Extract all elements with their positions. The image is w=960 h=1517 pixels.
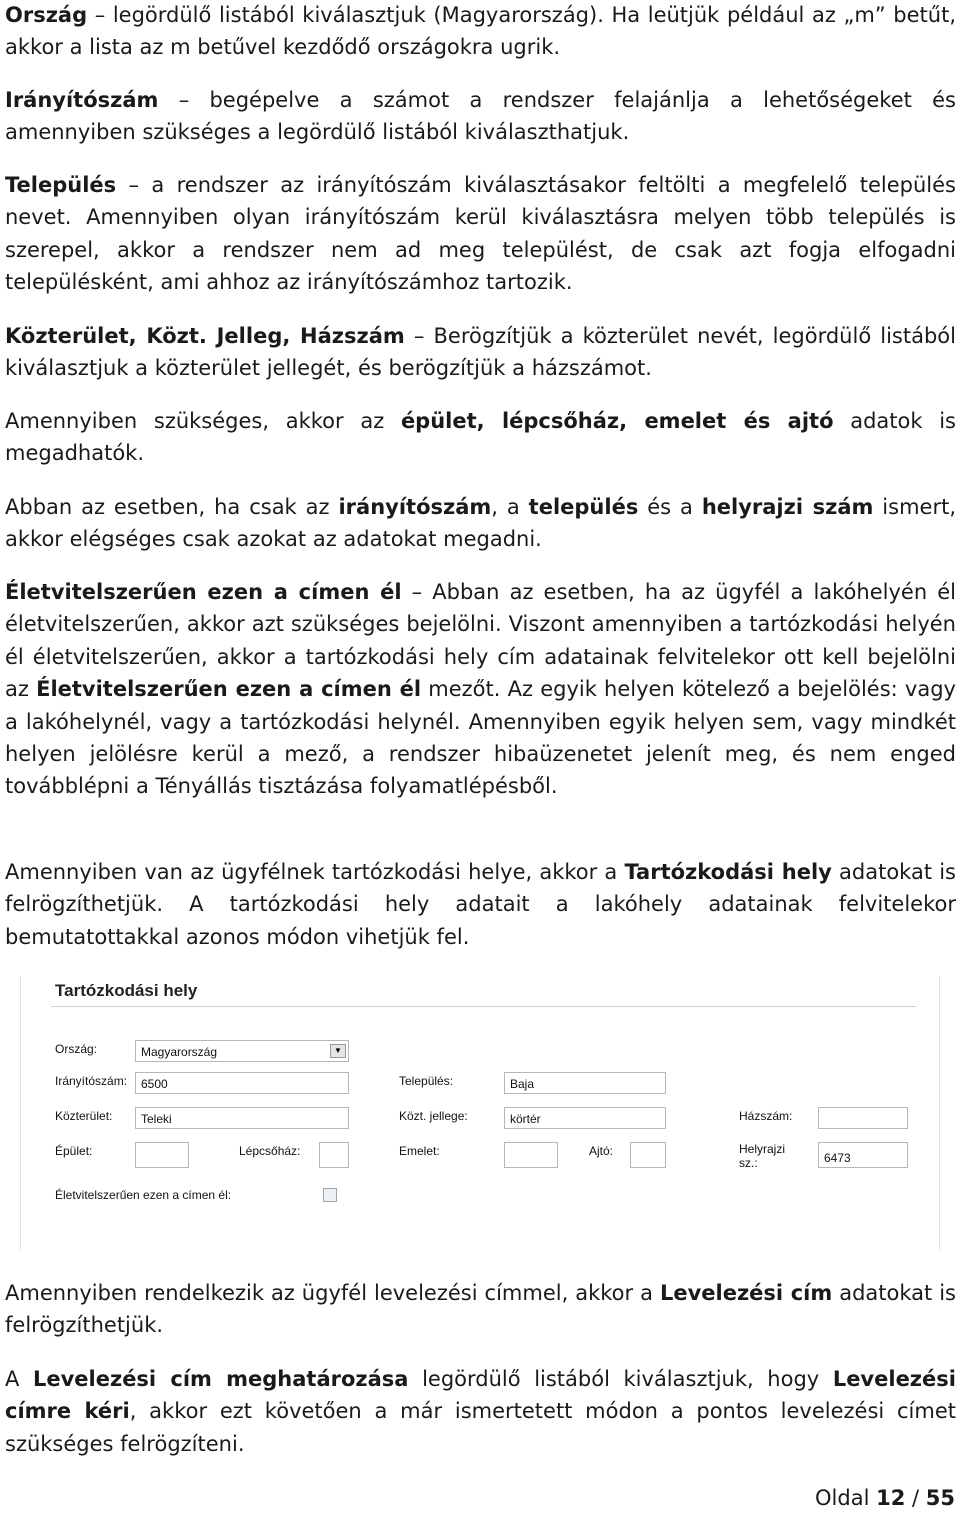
label-orszag: Ország:: [55, 1042, 98, 1056]
street-type-input[interactable]: körtér: [504, 1107, 666, 1129]
postal-code-input[interactable]: 6500: [135, 1072, 349, 1094]
label-helyrajzi-line2: sz.:: [739, 1156, 758, 1170]
building-input[interactable]: [135, 1142, 189, 1168]
paragraph-tartozkodasi: [5, 856, 956, 953]
label-kozt-jelleg: Közt. jellege:: [399, 1109, 468, 1123]
term-iranyitoszam: Irányítószám: [5, 88, 159, 112]
paragraph-kozterulet: [5, 320, 956, 385]
paragraph-text: , a: [491, 495, 529, 519]
paragraph-text: és a: [638, 495, 702, 519]
arrow-down-icon[interactable]: ▼: [330, 1044, 346, 1058]
term-levelezesi-meghatarozasa: Levelezési cím meghatározása: [32, 1367, 409, 1391]
form-title-divider: [51, 1006, 916, 1007]
label-lepcsohaz: Lépcsőház:: [239, 1144, 301, 1158]
term-levelezesi: Levelezési cím: [659, 1281, 833, 1305]
street-input[interactable]: Teleki: [135, 1107, 349, 1129]
paragraph-text: adatokat is felrögzíthetjük.: [5, 1281, 957, 1338]
paragraph-eletvitel: [5, 576, 956, 803]
paragraph-text: ismert, akkor elégséges csak azokat az adatokat megadni.: [5, 495, 957, 552]
label-helyrajzi: [739, 1142, 785, 1170]
paragraph-text: A: [5, 1367, 33, 1391]
paragraph-helyrajzi: [5, 491, 956, 556]
label-epulet: Épület:: [55, 1144, 93, 1158]
paragraph-text: adatok is megadhatók.: [5, 409, 956, 466]
term-levelezesi-cimre: Levelezési címre kéri: [5, 1367, 956, 1424]
page-number: [815, 1486, 955, 1510]
page-number-separator: /: [905, 1486, 926, 1510]
form-title: Tartózkodási hely: [55, 981, 198, 1000]
label-hazszam: Házszám:: [739, 1109, 793, 1123]
term-helyrajzi: helyrajzi szám: [701, 495, 874, 519]
paragraph-orszag: [5, 0, 956, 64]
label-emelet: Emelet:: [399, 1144, 440, 1158]
label-eletvitel: Életvitelszerűen ezen a címen él:: [55, 1188, 232, 1202]
label-telepules: Település:: [399, 1074, 454, 1088]
parcel-number-input[interactable]: 6473: [818, 1142, 908, 1168]
term-tartozkodasi: Tartózkodási hely: [624, 860, 832, 884]
paragraph-text: mezőt. Az egyik helyen kötelező a bejelölés: vagy a lakóhelynél, vagy a tartózkodási helynél. Amennyiben egyik helyen sem, vagy mindkét helyen jelölésre kerül a mező, a rendszer hibaüzenetet jelenít meg, és nem enged továbblépni a Tényállás tisztázása folyamatlépésből.: [5, 677, 956, 799]
lives-here-checkbox[interactable]: [323, 1188, 337, 1202]
paragraph-epulet: [5, 405, 956, 470]
page-number-current: 12: [876, 1486, 906, 1510]
paragraph-text: – Berögzítjük a közterület nevét, legördülő listából kiválasztjuk a közterület jellegét, és berögzítjük a házszámot.: [5, 324, 956, 381]
settlement-input[interactable]: Baja: [504, 1072, 666, 1094]
form-screenshot: [20, 976, 940, 1251]
label-ajto: Ajtó:: [589, 1144, 614, 1158]
page-number-total: 55: [925, 1486, 955, 1510]
staircase-input[interactable]: [319, 1142, 349, 1168]
term-iranyitoszam-2: irányítószám: [338, 495, 492, 519]
term-orszag: Ország: [5, 3, 88, 27]
label-iranyitoszam: Irányítószám:: [55, 1074, 128, 1088]
floor-input[interactable]: [504, 1142, 558, 1168]
paragraph-text: Abban az esetben, ha csak az: [5, 495, 339, 519]
country-select-value: Magyarország: [141, 1045, 218, 1059]
term-eletvitel-2: Életvitelszerűen ezen a címen él: [36, 677, 422, 702]
paragraph-text: , akkor ezt követően a már ismertetett módon a pontos levelezési címet szükséges felrögzíteni.: [5, 1399, 956, 1456]
paragraph-text: – legördülő listából kiválasztjuk (Magyarország). Ha leütjük például az „m” betűt, akkor a lista az m betűvel kezdődő országokra ugrik.: [5, 3, 956, 60]
term-epulet: épület, lépcsőház, emelet és ajtó: [400, 409, 834, 433]
paragraph-text: – a rendszer az irányítószám kiválasztásakor feltölti a megfelelő település nevet. Amennyiben olyan irányítószám kerül kiválasztásra melyen több település is szerepel, akkor a rendszer nem ad meg települést, de csak azt fogja elfogadni településként, ami ahhoz az irányítószámhoz tartozik.: [5, 173, 956, 295]
label-helyrajzi-line1: Helyrajzi: [739, 1142, 786, 1156]
paragraph-text: – begépelve a számot a rendszer felajánlja a lehetőségeket és amennyiben szükséges a legördülő listából kiválaszthatjuk.: [5, 88, 956, 145]
paragraph-text: Amennyiben szükséges, akkor az: [5, 409, 401, 433]
paragraph-iranyitoszam: [5, 84, 956, 149]
paragraph-levelezesi-meghatarozasa: [5, 1363, 956, 1460]
paragraph-text: Amennyiben van az ügyfélnek tartózkodási helye, akkor a: [5, 860, 625, 884]
paragraph-text: – Abban az esetben, ha az ügyfél a lakóhelyén él életvitelszerűen, akkor azt szükséges bejelölni. Viszont amennyiben a tartózkodási helyén él életvitelszerűen, akkor a tartózkodási hely cím adatainak felvitelekor ott kell bejelölni az: [5, 580, 956, 702]
door-input[interactable]: [630, 1142, 666, 1168]
label-kozterulet: Közterület:: [55, 1109, 113, 1123]
term-kozterulet: Közterület, Közt. Jelleg, Házszám: [5, 324, 405, 348]
term-telepules: Település: [5, 173, 117, 197]
paragraph-levelezesi: [5, 1277, 956, 1342]
page-number-prefix: Oldal: [815, 1486, 877, 1510]
paragraph-text: adatokat is felrögzíthetjük. A tartózkodási hely adatait a lakóhely adatainak felvitelekor bemutatottakkal azonos módon vihetjük fel.: [5, 860, 956, 949]
house-number-input[interactable]: [818, 1107, 908, 1129]
paragraph-text: legördülő listából kiválasztjuk, hogy: [408, 1367, 833, 1391]
country-select[interactable]: [135, 1040, 349, 1062]
term-eletvitel: Életvitelszerűen ezen a címen él: [5, 580, 402, 604]
term-telepules-2: település: [528, 495, 639, 519]
paragraph-text: Amennyiben rendelkezik az ügyfél levelezési címmel, akkor a: [5, 1281, 660, 1305]
paragraph-telepules: [5, 169, 956, 299]
